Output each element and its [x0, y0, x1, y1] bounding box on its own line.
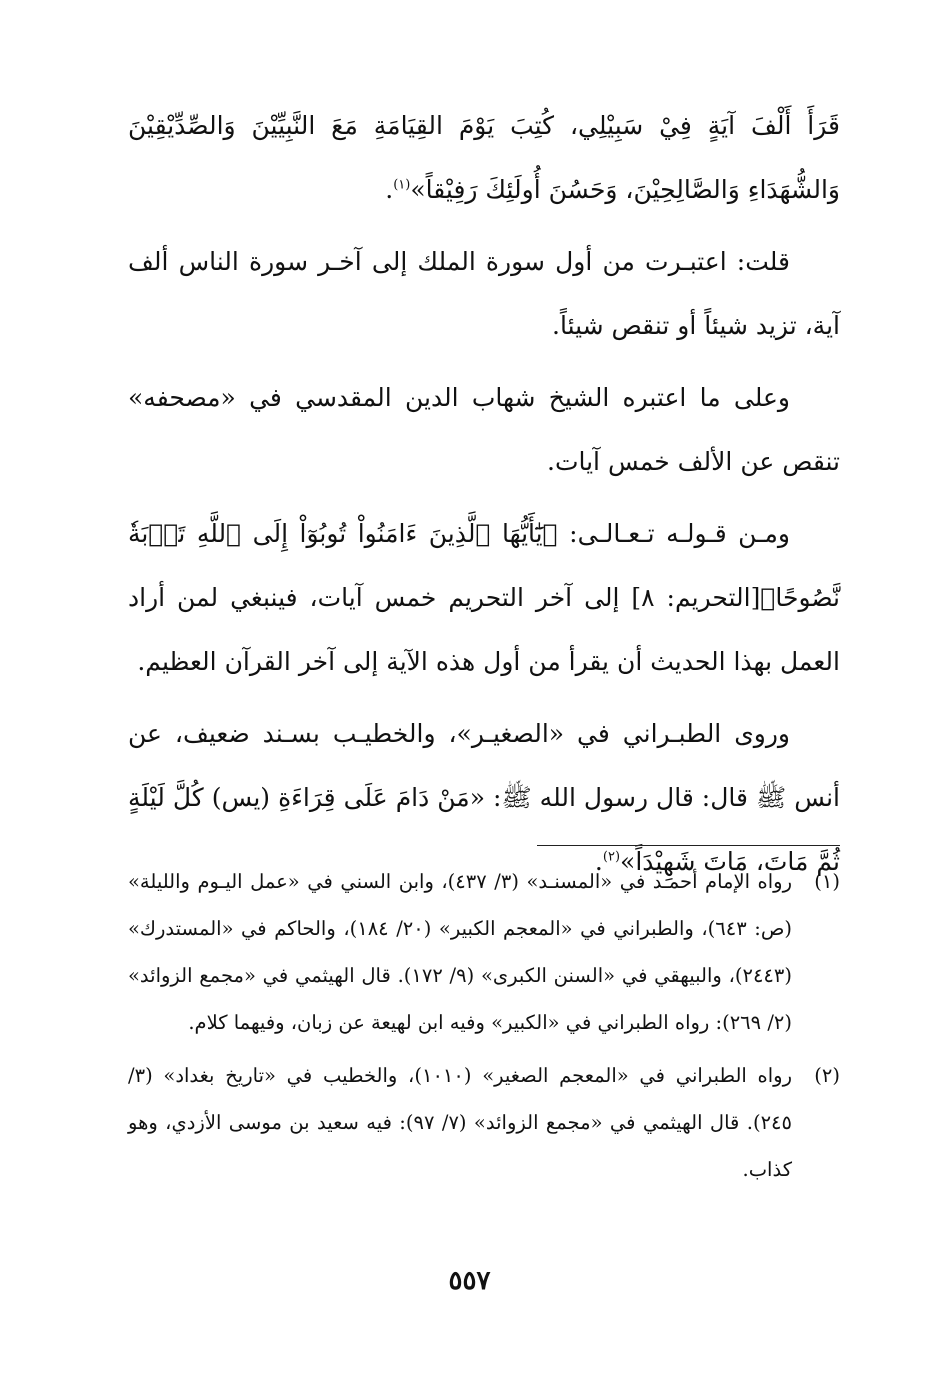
- verse-rest: ﴾[التحريم: ٨] إلى آخر التحريم خمس آيات، فينبغي لمن أراد العمل بهذا الحديث أن يقرأ من أول هذه الآية إلى آخر القرآن العظيم.: [128, 583, 840, 676]
- period: .: [385, 175, 394, 204]
- quote-close: »: [620, 847, 636, 876]
- paragraph-qultu: قلت: اعتبـرت من أول سورة الملك إلى آخـر سورة الناس ألف آية، تزيد شيئاً أو تنقص شيئاً.: [128, 247, 840, 340]
- footnote-1: [128, 858, 840, 1046]
- footnote-ref-2: (٢): [602, 849, 621, 865]
- main-text: [128, 94, 840, 902]
- footnote-divider: [537, 845, 840, 846]
- footnote-number: (٢): [814, 1064, 840, 1087]
- paragraph-maqdisi: وعلى ما اعتبره الشيخ شهاب الدين المقدسي في «مصحفه» تنقص عن الألف خمس آيات.: [128, 383, 840, 476]
- hadith-yasin: مَنْ دَامَ عَلَى قِرَاءَةِ (يس) كُلَّ لَيْلَةٍ ثُمَّ مَاتَ، مَاتَ شَهِيْدَاً: [128, 783, 840, 876]
- verse-intro: ومـن قـولـه تـعـالـى: ﴿: [542, 519, 790, 548]
- footnote-text: رواه الإمام أحمـد في «المسنـد» (٣/ ٤٣٧)، وابن السني في «عمل اليـوم والليلة» (ص: ٦٤٣)، والطبراني في «المعجم الكبير» (٢٠/ ١٨٤)، والحاكم في «المستدرك» (٢٤٤٣)، والبيهقي في «السنن الكبرى» (٩/ ١٧٢). قال الهيثمي في «مجمع الزوائد» (٢/ ٢٦٩): رواه الطبراني في «الكبير» وفيه ابن لهيعة عن زبان، وفيهما كلام.: [128, 870, 792, 1034]
- hadith-text: قَرَأَ أَلْفَ آيَةٍ فِيْ سَبِيْلِي، كُتِبَ يَوْمَ القِيَامَةِ مَعَ النَّبِيِّيْنَ وَالصِّدِّيْقِيْنَ وَالشُّهَدَاءِ وَالصَّالِحِيْنَ، وَحَسُنَ أُولَئِكَ رَفِيْقاً»: [128, 111, 840, 204]
- quran-verse: يَٰٓأَيُّهَا ٱلَّذِينَ ءَامَنُواْ تُوبُوٓاْ إِلَى ٱللَّهِ تَوۡبَةٗ نَّصُوحًا: [128, 519, 840, 612]
- footnotes: [128, 858, 840, 1199]
- footnote-2: [128, 1052, 840, 1193]
- footnote-number: (١): [814, 870, 840, 893]
- footnote-ref-1: (١): [393, 177, 411, 193]
- period: .: [594, 847, 603, 876]
- narration-intro: وروى الطبـراني في «الصغيـر»، والخطيـب بسـند ضعيف، عن أنس ﷺ قال: قال رسول الله ﷺ: «: [128, 719, 840, 812]
- footnote-text: رواه الطبراني في «المعجم الصغير» (١٠١٠)، والخطيب في «تاريخ بغداد» (٣/ ٢٤٥). قال الهيثمي في «مجمع الزوائد» (٧/ ٩٧): فيه سعيد بن موسى الأزدي، وهو كذاب.: [128, 1064, 792, 1181]
- page-number: ٥٥٧: [448, 1266, 491, 1296]
- paragraph-tahrim: [128, 502, 840, 694]
- paragraph-hadith-end: [128, 94, 840, 222]
